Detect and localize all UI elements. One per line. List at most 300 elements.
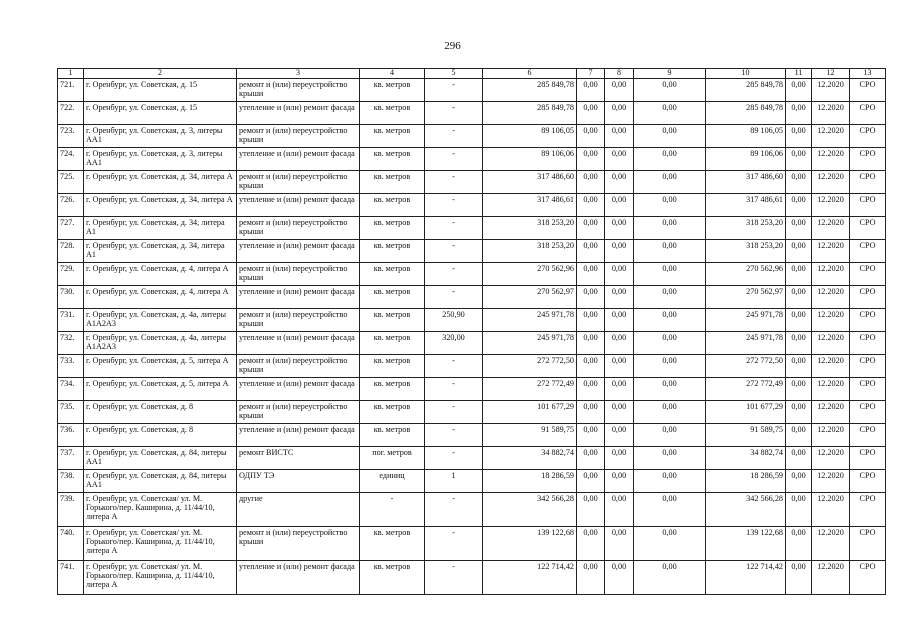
table-row: [58, 377, 886, 400]
table-row: [58, 526, 886, 560]
table-cell: 0,00: [577, 423, 605, 446]
table-cell: 733.: [58, 354, 84, 377]
table-cell: 0,00: [786, 239, 812, 262]
table-cell: -: [425, 78, 483, 101]
table-cell: 0,00: [605, 239, 634, 262]
table-cell: 0,00: [634, 216, 706, 239]
table-cell: 12.2020: [812, 308, 850, 331]
table-cell: 34 882,74: [706, 446, 786, 469]
table-cell: 0,00: [634, 262, 706, 285]
table-cell: 741.: [58, 560, 84, 594]
table-cell: 734.: [58, 377, 84, 400]
table-cell: 0,00: [577, 308, 605, 331]
table-cell: г. Оренбург, ул. Советская/ ул. М. Горького/пер. Каширина, д. 11/44/10, литера А: [84, 560, 237, 594]
table-cell: 12.2020: [812, 423, 850, 446]
table-cell: 250,90: [425, 308, 483, 331]
table-cell: г. Оренбург, ул. Советская, д. 34, литера А: [84, 170, 237, 193]
table-cell: г. Оренбург, ул. Советская, д. 4а, литеры А1А2А3: [84, 331, 237, 354]
table-body: [58, 78, 886, 594]
table-cell: г. Оренбург, ул. Советская, д. 84, литеры АА1: [84, 446, 237, 469]
table-cell: 0,00: [786, 469, 812, 492]
table-cell: г. Оренбург, ул. Советская, д. 8: [84, 400, 237, 423]
page-number: 296: [444, 40, 461, 52]
table-cell: кв. метров: [360, 216, 425, 239]
table-cell: 285 849,78: [483, 78, 577, 101]
table-cell: 0,00: [786, 526, 812, 560]
table-row: [58, 354, 886, 377]
column-header: 3: [237, 69, 360, 79]
table-cell: ремонт и (или) переустройство крыши: [237, 170, 360, 193]
table-cell: 0,00: [605, 354, 634, 377]
table-cell: 0,00: [634, 308, 706, 331]
table-cell: 318 253,20: [483, 239, 577, 262]
table-cell: 139 122,68: [483, 526, 577, 560]
table-cell: г. Оренбург, ул. Советская, д. 15: [84, 78, 237, 101]
column-header: 10: [706, 69, 786, 79]
data-table: [57, 68, 886, 595]
column-header: 1: [58, 69, 84, 79]
table-cell: 0,00: [577, 377, 605, 400]
table-cell: 318 253,20: [483, 216, 577, 239]
table-cell: 0,00: [786, 446, 812, 469]
table-cell: 272 772,49: [706, 377, 786, 400]
table-cell: 272 772,50: [483, 354, 577, 377]
table-cell: ремонт и (или) переустройство крыши: [237, 124, 360, 147]
table-cell: 0,00: [786, 78, 812, 101]
table-cell: 12.2020: [812, 285, 850, 308]
table-cell: СРО: [850, 101, 886, 124]
table-cell: утепление и (или) ремонт фасада: [237, 147, 360, 170]
table-cell: 0,00: [786, 354, 812, 377]
table-cell: г. Оренбург, ул. Советская, д. 4а, литеры А1А2А3: [84, 308, 237, 331]
table-cell: 12.2020: [812, 469, 850, 492]
table-cell: 0,00: [634, 147, 706, 170]
table-cell: -: [425, 400, 483, 423]
table-cell: 0,00: [786, 170, 812, 193]
column-header: 7: [577, 69, 605, 79]
table-cell: 12.2020: [812, 193, 850, 216]
table-cell: 0,00: [634, 560, 706, 594]
table-cell: г. Оренбург, ул. Советская, д. 34, литера А: [84, 193, 237, 216]
table-cell: СРО: [850, 526, 886, 560]
table-cell: 0,00: [577, 354, 605, 377]
table-cell: кв. метров: [360, 285, 425, 308]
table-row: [58, 239, 886, 262]
table-cell: 0,00: [634, 446, 706, 469]
table-cell: г. Оренбург, ул. Советская/ ул. М. Горького/пер. Каширина, д. 11/44/10, литера А: [84, 526, 237, 560]
table-cell: 34 882,74: [483, 446, 577, 469]
table-cell: СРО: [850, 308, 886, 331]
table-cell: кв. метров: [360, 423, 425, 446]
column-header: 4: [360, 69, 425, 79]
table-cell: 270 562,96: [483, 262, 577, 285]
table-cell: -: [425, 262, 483, 285]
table-cell: -: [425, 423, 483, 446]
column-header: 2: [84, 69, 237, 79]
table-cell: 0,00: [605, 400, 634, 423]
table-cell: 0,00: [786, 331, 812, 354]
table-cell: -: [425, 492, 483, 526]
table-cell: СРО: [850, 400, 886, 423]
table-cell: другие: [237, 492, 360, 526]
table-cell: 0,00: [634, 285, 706, 308]
table-cell: кв. метров: [360, 147, 425, 170]
table-cell: 735.: [58, 400, 84, 423]
table-cell: ремонт и (или) переустройство крыши: [237, 308, 360, 331]
table-cell: СРО: [850, 560, 886, 594]
table-cell: 270 562,96: [706, 262, 786, 285]
table-cell: 0,00: [605, 262, 634, 285]
table-cell: 285 849,78: [706, 78, 786, 101]
table-cell: 0,00: [605, 377, 634, 400]
table-cell: 342 566,28: [483, 492, 577, 526]
table-cell: 738.: [58, 469, 84, 492]
table-cell: -: [425, 101, 483, 124]
table-cell: СРО: [850, 262, 886, 285]
table-cell: СРО: [850, 285, 886, 308]
table-cell: 101 677,29: [706, 400, 786, 423]
table-cell: 732.: [58, 331, 84, 354]
table-cell: 245 971,78: [483, 308, 577, 331]
table-cell: кв. метров: [360, 354, 425, 377]
table-cell: 0,00: [786, 101, 812, 124]
table-cell: -: [425, 285, 483, 308]
table-cell: ремонт ВИСТС: [237, 446, 360, 469]
table-cell: 724.: [58, 147, 84, 170]
table-cell: СРО: [850, 147, 886, 170]
table-cell: 272 772,50: [706, 354, 786, 377]
table-cell: СРО: [850, 354, 886, 377]
table-cell: 0,00: [605, 446, 634, 469]
table-cell: 270 562,97: [706, 285, 786, 308]
table-cell: -: [425, 560, 483, 594]
table-cell: 0,00: [605, 193, 634, 216]
table-cell: -: [425, 193, 483, 216]
table-cell: 0,00: [634, 469, 706, 492]
table-cell: 0,00: [577, 526, 605, 560]
table-cell: 0,00: [577, 560, 605, 594]
table-cell: 285 849,78: [706, 101, 786, 124]
table-cell: утепление и (или) ремонт фасада: [237, 331, 360, 354]
table-cell: 0,00: [634, 78, 706, 101]
table-cell: 317 486,60: [483, 170, 577, 193]
table-row: [58, 308, 886, 331]
column-header: 13: [850, 69, 886, 79]
table-cell: -: [360, 492, 425, 526]
table-row: [58, 216, 886, 239]
header-row: [58, 69, 886, 79]
table-cell: единиц: [360, 469, 425, 492]
table-cell: 245 971,78: [483, 331, 577, 354]
table-cell: 0,00: [786, 492, 812, 526]
table-cell: 318 253,20: [706, 216, 786, 239]
table-cell: 270 562,97: [483, 285, 577, 308]
table-cell: 0,00: [577, 469, 605, 492]
table-cell: ремонт и (или) переустройство крыши: [237, 400, 360, 423]
table-cell: -: [425, 147, 483, 170]
table-cell: 318 253,20: [706, 239, 786, 262]
table-cell: 0,00: [634, 101, 706, 124]
table-row: [58, 560, 886, 594]
table-cell: 285 849,78: [483, 101, 577, 124]
column-header: 8: [605, 69, 634, 79]
table-cell: 91 589,75: [483, 423, 577, 446]
table-cell: 0,00: [605, 124, 634, 147]
table-cell: г. Оренбург, ул. Советская, д. 4, литера А: [84, 262, 237, 285]
table-cell: 245 971,78: [706, 308, 786, 331]
table-cell: 0,00: [577, 262, 605, 285]
table-cell: 0,00: [786, 423, 812, 446]
table-cell: 0,00: [577, 400, 605, 423]
table-cell: г. Оренбург, ул. Советская, д. 3, литеры АА1: [84, 147, 237, 170]
table-cell: 12.2020: [812, 147, 850, 170]
table-cell: ремонт и (или) переустройство крыши: [237, 216, 360, 239]
table-cell: 727.: [58, 216, 84, 239]
table-cell: 0,00: [786, 124, 812, 147]
table-cell: -: [425, 377, 483, 400]
table-cell: г. Оренбург, ул. Советская, д. 34, литера А1: [84, 216, 237, 239]
table-cell: 726.: [58, 193, 84, 216]
table-cell: 0,00: [605, 170, 634, 193]
table-cell: 89 106,06: [483, 147, 577, 170]
table-cell: 12.2020: [812, 400, 850, 423]
table-cell: 0,00: [577, 446, 605, 469]
table-row: [58, 147, 886, 170]
table-cell: 0,00: [605, 423, 634, 446]
table-cell: 89 106,06: [706, 147, 786, 170]
table-cell: 122 714,42: [706, 560, 786, 594]
table-cell: г. Оренбург, ул. Советская, д. 5, литера А: [84, 377, 237, 400]
table-cell: г. Оренбург, ул. Советская, д. 8: [84, 423, 237, 446]
table-row: [58, 446, 886, 469]
table-cell: 730.: [58, 285, 84, 308]
table-cell: 0,00: [577, 101, 605, 124]
table-cell: 0,00: [605, 101, 634, 124]
table-cell: 320,00: [425, 331, 483, 354]
column-header: 11: [786, 69, 812, 79]
table-cell: г. Оренбург, ул. Советская, д. 84, литеры АА1: [84, 469, 237, 492]
table-cell: г. Оренбург, ул. Советская, д. 3, литеры АА1: [84, 124, 237, 147]
table-cell: 0,00: [577, 124, 605, 147]
table-cell: 0,00: [634, 354, 706, 377]
table-cell: 0,00: [605, 331, 634, 354]
table-cell: утепление и (или) ремонт фасада: [237, 560, 360, 594]
table-cell: 0,00: [577, 285, 605, 308]
column-header: 6: [483, 69, 577, 79]
table-cell: -: [425, 446, 483, 469]
table-cell: утепление и (или) ремонт фасада: [237, 423, 360, 446]
table-cell: СРО: [850, 78, 886, 101]
table-cell: кв. метров: [360, 560, 425, 594]
table-cell: 12.2020: [812, 78, 850, 101]
table-cell: г. Оренбург, ул. Советская/ ул. М. Горького/пер. Каширина, д. 11/44/10, литера А: [84, 492, 237, 526]
table-cell: 740.: [58, 526, 84, 560]
table-cell: 12.2020: [812, 331, 850, 354]
table-cell: 0,00: [634, 124, 706, 147]
table-row: [58, 262, 886, 285]
table-cell: 0,00: [605, 560, 634, 594]
table-cell: 0,00: [634, 331, 706, 354]
table-cell: 0,00: [786, 193, 812, 216]
table-cell: 89 106,05: [706, 124, 786, 147]
table-cell: 12.2020: [812, 262, 850, 285]
table-cell: утепление и (или) ремонт фасада: [237, 377, 360, 400]
table-cell: ремонт и (или) переустройство крыши: [237, 262, 360, 285]
table-cell: 0,00: [605, 147, 634, 170]
table-cell: 12.2020: [812, 526, 850, 560]
table-row: [58, 400, 886, 423]
table-cell: кв. метров: [360, 331, 425, 354]
table-cell: СРО: [850, 423, 886, 446]
table-cell: г. Оренбург, ул. Советская, д. 5, литера А: [84, 354, 237, 377]
table-cell: 12.2020: [812, 101, 850, 124]
table-cell: СРО: [850, 193, 886, 216]
table-cell: 12.2020: [812, 560, 850, 594]
table-cell: -: [425, 124, 483, 147]
table-cell: г. Оренбург, ул. Советская, д. 15: [84, 101, 237, 124]
table-cell: 317 486,61: [706, 193, 786, 216]
table-cell: пог. метров: [360, 446, 425, 469]
table-cell: 245 971,78: [706, 331, 786, 354]
table-cell: -: [425, 239, 483, 262]
table-cell: кв. метров: [360, 400, 425, 423]
table-cell: 18 286,59: [483, 469, 577, 492]
table-cell: 0,00: [786, 308, 812, 331]
table-cell: -: [425, 216, 483, 239]
table-row: [58, 423, 886, 446]
table-cell: 0,00: [577, 239, 605, 262]
table-cell: 0,00: [634, 526, 706, 560]
table-cell: СРО: [850, 124, 886, 147]
table-cell: кв. метров: [360, 262, 425, 285]
table-row: [58, 331, 886, 354]
table-row: [58, 193, 886, 216]
table-cell: 0,00: [605, 526, 634, 560]
table-cell: СРО: [850, 492, 886, 526]
table-cell: 12.2020: [812, 216, 850, 239]
table-cell: 731.: [58, 308, 84, 331]
table-cell: -: [425, 354, 483, 377]
table-cell: 12.2020: [812, 492, 850, 526]
table-cell: 728.: [58, 239, 84, 262]
table-cell: кв. метров: [360, 124, 425, 147]
table-cell: 0,00: [786, 377, 812, 400]
column-header: 12: [812, 69, 850, 79]
table-cell: утепление и (или) ремонт фасада: [237, 285, 360, 308]
table-cell: 725.: [58, 170, 84, 193]
table-cell: 0,00: [577, 147, 605, 170]
table-cell: 122 714,42: [483, 560, 577, 594]
table-cell: 342 566,28: [706, 492, 786, 526]
table-cell: 721.: [58, 78, 84, 101]
table-cell: 0,00: [634, 377, 706, 400]
table-cell: 0,00: [577, 331, 605, 354]
table-cell: СРО: [850, 239, 886, 262]
table-cell: 0,00: [786, 400, 812, 423]
table-row: [58, 469, 886, 492]
table-cell: 12.2020: [812, 446, 850, 469]
table-cell: СРО: [850, 216, 886, 239]
table-cell: 0,00: [577, 170, 605, 193]
table-cell: ремонт и (или) переустройство крыши: [237, 526, 360, 560]
table-cell: ремонт и (или) переустройство крыши: [237, 78, 360, 101]
table-cell: 0,00: [786, 285, 812, 308]
table-cell: 737.: [58, 446, 84, 469]
table-cell: 12.2020: [812, 377, 850, 400]
table-cell: 0,00: [634, 423, 706, 446]
table-row: [58, 285, 886, 308]
table-cell: 317 486,60: [706, 170, 786, 193]
table-cell: -: [425, 170, 483, 193]
table-cell: утепление и (или) ремонт фасада: [237, 193, 360, 216]
table-cell: 736.: [58, 423, 84, 446]
table-cell: 0,00: [605, 216, 634, 239]
table-cell: 1: [425, 469, 483, 492]
table-cell: 0,00: [605, 285, 634, 308]
table-cell: 12.2020: [812, 354, 850, 377]
table-cell: 739.: [58, 492, 84, 526]
table-cell: г. Оренбург, ул. Советская, д. 4, литера А: [84, 285, 237, 308]
table-cell: 317 486,61: [483, 193, 577, 216]
table-cell: кв. метров: [360, 526, 425, 560]
table-cell: кв. метров: [360, 101, 425, 124]
table-cell: 0,00: [605, 78, 634, 101]
table-cell: 12.2020: [812, 239, 850, 262]
table-cell: СРО: [850, 469, 886, 492]
column-header: 5: [425, 69, 483, 79]
table-cell: СРО: [850, 170, 886, 193]
table-cell: СРО: [850, 446, 886, 469]
table-cell: СРО: [850, 377, 886, 400]
table-cell: 101 677,29: [483, 400, 577, 423]
table-cell: 0,00: [605, 469, 634, 492]
column-header: 9: [634, 69, 706, 79]
table-cell: 0,00: [786, 147, 812, 170]
table-cell: 729.: [58, 262, 84, 285]
table-cell: 0,00: [786, 262, 812, 285]
table-cell: 0,00: [634, 492, 706, 526]
table-cell: 0,00: [634, 170, 706, 193]
table-cell: СРО: [850, 331, 886, 354]
table-cell: г. Оренбург, ул. Советская, д. 34, литера А1: [84, 239, 237, 262]
table-cell: ОДПУ ТЭ: [237, 469, 360, 492]
table-cell: кв. метров: [360, 239, 425, 262]
table-cell: 722.: [58, 101, 84, 124]
table-row: [58, 101, 886, 124]
table-cell: утепление и (или) ремонт фасада: [237, 101, 360, 124]
table-row: [58, 492, 886, 526]
table-cell: 0,00: [634, 239, 706, 262]
table-cell: 0,00: [786, 216, 812, 239]
table-cell: 0,00: [605, 492, 634, 526]
table-cell: 18 286,59: [706, 469, 786, 492]
table-row: [58, 78, 886, 101]
table-cell: 0,00: [605, 308, 634, 331]
table-cell: 272 772,49: [483, 377, 577, 400]
table-cell: 89 106,05: [483, 124, 577, 147]
table-cell: кв. метров: [360, 377, 425, 400]
table-cell: кв. метров: [360, 308, 425, 331]
table-row: [58, 170, 886, 193]
table-cell: 0,00: [786, 560, 812, 594]
table-cell: 723.: [58, 124, 84, 147]
table-cell: 0,00: [577, 492, 605, 526]
table-cell: утепление и (или) ремонт фасада: [237, 239, 360, 262]
table-cell: кв. метров: [360, 193, 425, 216]
table-cell: 0,00: [577, 216, 605, 239]
table-cell: кв. метров: [360, 78, 425, 101]
table-cell: 0,00: [634, 193, 706, 216]
